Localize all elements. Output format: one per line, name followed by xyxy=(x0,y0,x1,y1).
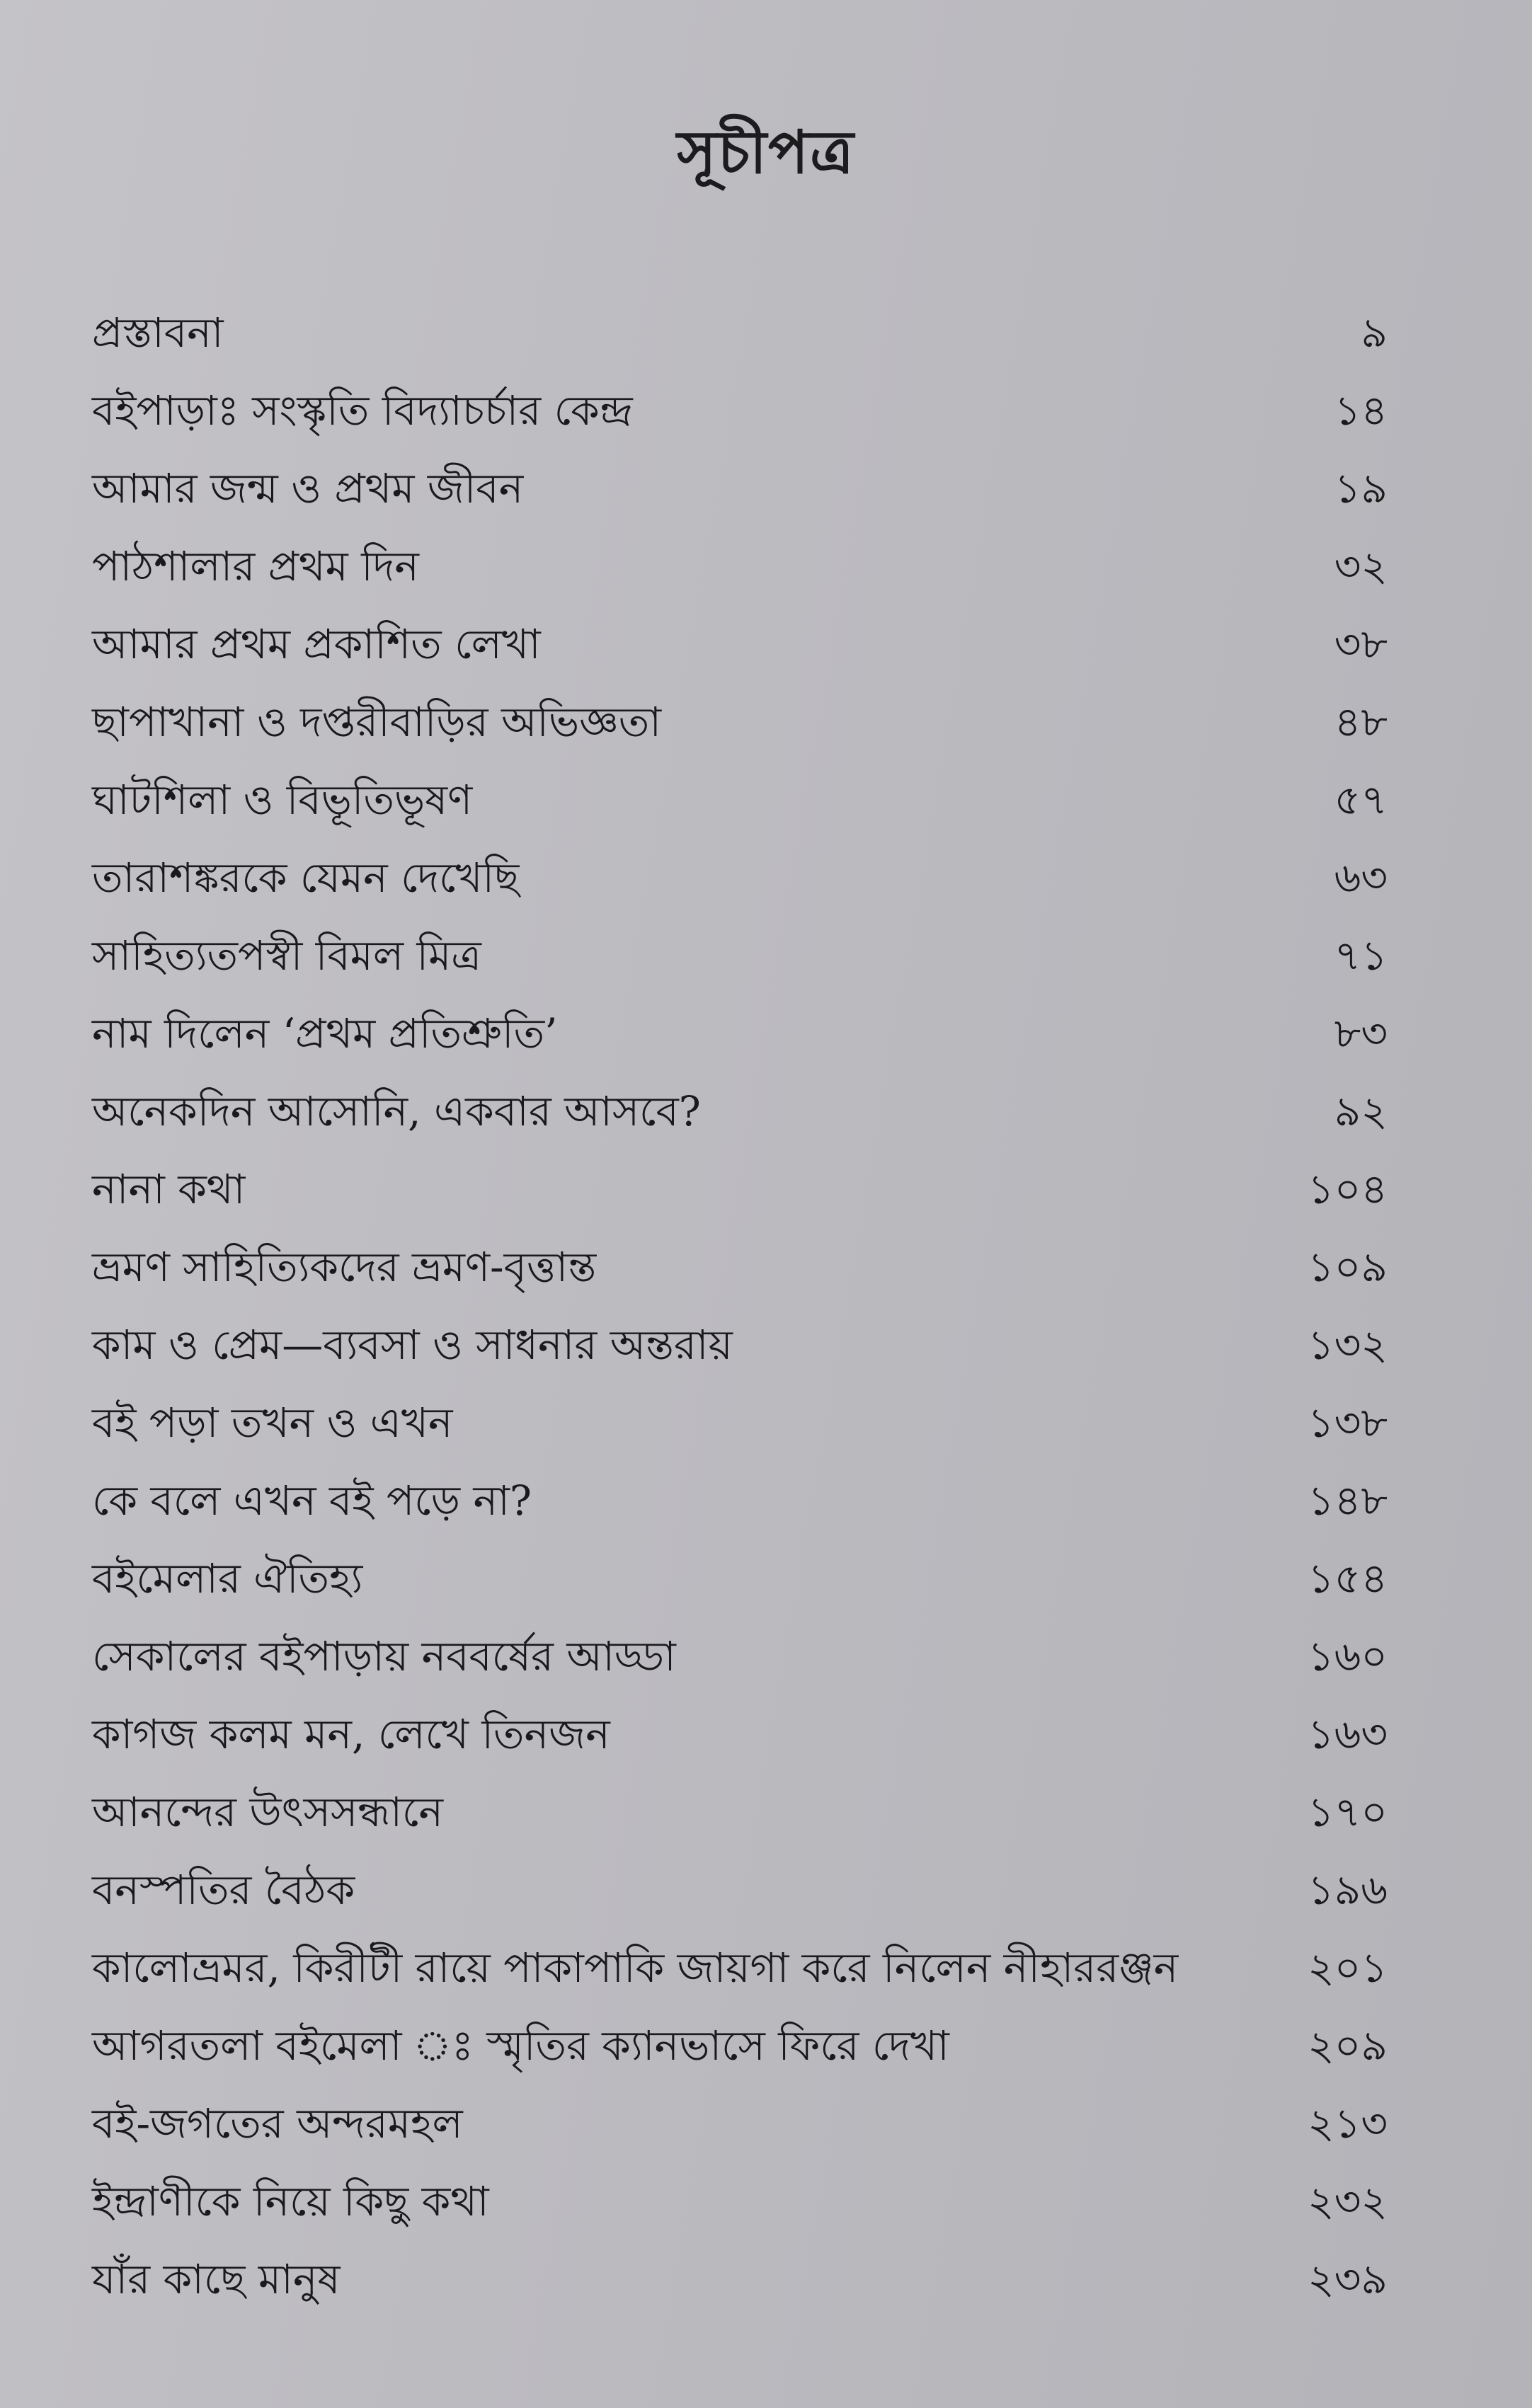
toc-entry-page-number: ১৫৪ xyxy=(1308,1554,1388,1603)
toc-entry-page-number: ১৩২ xyxy=(1307,1321,1388,1369)
toc-entry-title: ছাপাখানা ও দপ্তরীবাড়ির অভিজ্ঞতা xyxy=(92,698,662,746)
toc-entry-page-number: ১৩৮ xyxy=(1308,1399,1388,1447)
toc-entry-title: যাঁর কাছে মানুষ xyxy=(92,2255,341,2303)
toc-entry xyxy=(92,1932,1388,2010)
toc-entry-title: আমার জন্ম ও প্রথম জীবন xyxy=(92,464,524,512)
toc-entry-title: কাগজ কলম মন, লেখে তিনজন xyxy=(92,1710,610,1758)
toc-entry-page-number: ৯ xyxy=(1361,309,1388,357)
toc-entry xyxy=(92,1699,1388,1777)
toc-entry-title: কে বলে এখন বই পড়ে না? xyxy=(92,1477,532,1525)
toc-entry-page-number: ৯২ xyxy=(1334,1087,1388,1135)
toc-entry-title: প্রস্তাবনা xyxy=(92,309,224,357)
toc-entry-title: কাম ও প্রেম—ব্যবসা ও সাধনার অন্তরায় xyxy=(92,1321,733,1369)
toc-entry xyxy=(92,297,1388,375)
toc-entry-title: সাহিত্যতপস্বী বিমল মিত্র xyxy=(92,931,481,980)
toc-entry xyxy=(92,1777,1388,1854)
toc-entry xyxy=(92,375,1388,453)
toc-entry xyxy=(92,1465,1388,1543)
toc-entry-title: বই পড়া তখন ও এখন xyxy=(92,1399,453,1447)
toc-entry xyxy=(92,1854,1388,1932)
toc-entry xyxy=(92,1154,1388,1232)
toc-entry xyxy=(92,920,1388,998)
toc-entry-page-number: ১৪ xyxy=(1334,386,1388,435)
toc-entry xyxy=(92,687,1388,764)
toc-entry-page-number: ১০৪ xyxy=(1308,1165,1388,1213)
toc-entry-page-number: ৩৮ xyxy=(1334,620,1388,668)
toc-entry xyxy=(92,453,1388,531)
toc-entry-title: বইপাড়াঃ সংস্কৃতি বিদ্যাচর্চার কেন্দ্র xyxy=(92,386,633,435)
toc-entry-page-number: ১৬০ xyxy=(1307,1632,1388,1680)
toc-entry-title: আমার প্রথম প্রকাশিত লেখা xyxy=(92,620,541,668)
toc-entry-page-number: ৫৭ xyxy=(1334,776,1388,824)
toc-entry xyxy=(92,1232,1388,1309)
toc-entry xyxy=(92,609,1388,687)
toc-entry-page-number: ২৩৯ xyxy=(1307,2255,1388,2303)
toc-entry-page-number: ১০৯ xyxy=(1308,1243,1388,1291)
toc-entry-page-number: ৩২ xyxy=(1334,542,1388,590)
toc-entry xyxy=(92,1621,1388,1699)
toc-entry-title: নানা কথা xyxy=(92,1165,246,1213)
toc-entry-page-number: ১৪৮ xyxy=(1308,1477,1388,1525)
toc-entry-title: পাঠশালার প্রথম দিন xyxy=(92,542,419,590)
toc-entry-page-number: ২১৩ xyxy=(1307,2099,1388,2148)
toc-entry-title: কালোভ্রমর, কিরীটী রায়ে পাকাপাকি জায়গা করে নিলেন নীহাররঞ্জন xyxy=(92,1944,1179,1992)
toc-entry-page-number: ১৭০ xyxy=(1307,1788,1388,1836)
toc-entry-title: আগরতলা বইমেলা ঃ স্মৃতির ক্যানভাসে ফিরে দেখা xyxy=(92,2022,949,2070)
toc-entry-title: নাম দিলেন ‘প্রথম প্রতিশ্রুতি’ xyxy=(92,1009,558,1057)
toc-entry xyxy=(92,1076,1388,1154)
toc-entry-page-number: ৮৩ xyxy=(1334,1009,1388,1057)
toc-entry-title: বনস্পতির বৈঠক xyxy=(92,1866,355,1914)
toc-entry xyxy=(92,2010,1388,2088)
toc-entry xyxy=(92,1543,1388,1621)
toc-entry-title: তারাশঙ্করকে যেমন দেখেছি xyxy=(92,854,520,902)
toc-entry xyxy=(92,842,1388,920)
toc-entry xyxy=(92,1309,1388,1387)
toc-entry-page-number: ৪৮ xyxy=(1334,698,1388,746)
toc-entry-title: অনেকদিন আসোনি, একবার আসবে? xyxy=(92,1087,701,1135)
toc-entry-title: আনন্দের উৎসসন্ধানে xyxy=(92,1788,443,1836)
toc-entry-title: বই-জগতের অন্দরমহল xyxy=(92,2099,463,2148)
toc-entry xyxy=(92,1387,1388,1465)
toc-entry xyxy=(92,2088,1388,2166)
toc-entry-title: ভ্রমণ সাহিত্যিকদের ভ্রমণ-বৃত্তান্ত xyxy=(92,1243,597,1291)
toc-entry xyxy=(92,531,1388,609)
toc-entry xyxy=(92,2244,1388,2322)
toc-entry-page-number: ১৯৬ xyxy=(1308,1866,1388,1914)
toc-entry-page-number: ২০১ xyxy=(1307,1944,1388,1992)
toc-entry-page-number: ২৩২ xyxy=(1307,2177,1388,2225)
toc-entry xyxy=(92,764,1388,842)
toc-entry-page-number: ৭১ xyxy=(1334,931,1388,980)
toc-entry xyxy=(92,2166,1388,2244)
toc-entry-page-number: ১৬৩ xyxy=(1307,1710,1388,1758)
page-title: সূচীপত্র xyxy=(677,117,855,187)
table-of-contents xyxy=(92,297,1388,2350)
toc-entry-title: ঘাটশিলা ও বিভূতিভূষণ xyxy=(92,776,473,824)
toc-entry-title: বইমেলার ঐতিহ্য xyxy=(92,1554,363,1603)
toc-entry-title: সেকালের বইপাড়ায় নববর্ষের আড্ডা xyxy=(92,1632,676,1680)
toc-entry xyxy=(92,998,1388,1076)
toc-entry-page-number: ২০৯ xyxy=(1307,2022,1388,2070)
toc-entry-page-number: ১৯ xyxy=(1334,464,1388,512)
toc-entry-title: ইন্দ্রাণীকে নিয়ে কিছু কথা xyxy=(92,2177,489,2225)
toc-entry-page-number: ৬৩ xyxy=(1334,854,1388,902)
